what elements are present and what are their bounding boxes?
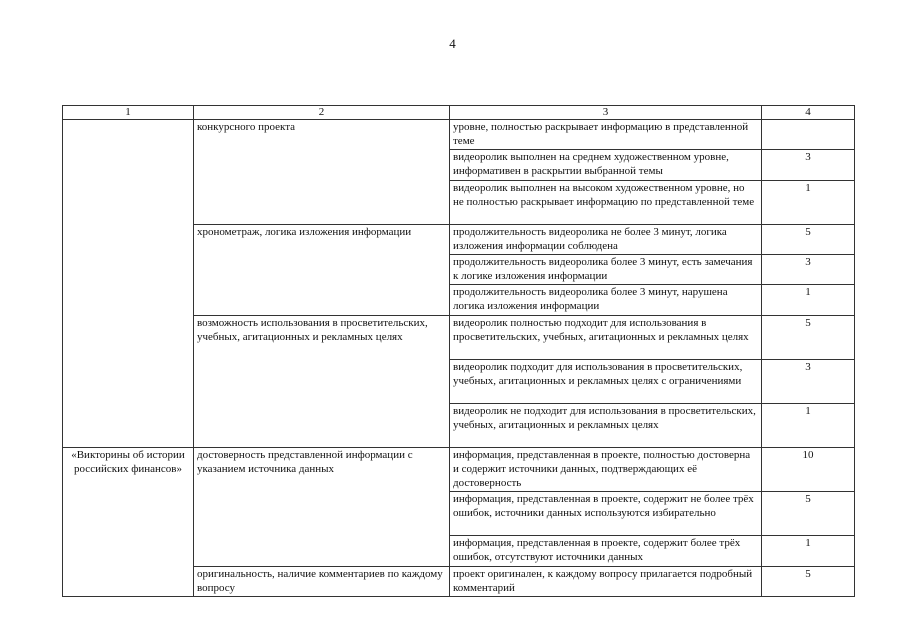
header-col-2: 2 bbox=[194, 106, 450, 120]
score-cell: 3 bbox=[762, 255, 855, 285]
description-cell: видеоролик выполнен на высоком художественном уровне, но не полностью раскрывает информацию по представленной теме bbox=[450, 181, 762, 225]
table-row bbox=[63, 448, 855, 492]
criterion-cell: достоверность представленной информации с указанием источника данных bbox=[194, 448, 450, 567]
description-cell: информация, представленная в проекте, содержит не более трёх ошибок, источники данных используются избирательно bbox=[450, 492, 762, 536]
score-cell: 3 bbox=[762, 360, 855, 404]
page-number: 4 bbox=[449, 36, 456, 51]
score-cell: 1 bbox=[762, 285, 855, 316]
header-col-3: 3 bbox=[450, 106, 762, 120]
description-cell: видеоролик выполнен на среднем художественном уровне, информативен в раскрытии выбранной темы bbox=[450, 150, 762, 181]
table-row bbox=[63, 120, 855, 150]
description-cell: продолжительность видеоролика не более 3 минут, логика изложения информации соблюдена bbox=[450, 225, 762, 255]
criterion-cell: оригинальность, наличие комментариев по каждому вопросу bbox=[194, 567, 450, 597]
category-cell bbox=[63, 120, 194, 448]
score-cell: 5 bbox=[762, 492, 855, 536]
score-cell: 10 bbox=[762, 448, 855, 492]
score-cell: 1 bbox=[762, 181, 855, 225]
description-cell: продолжительность видеоролика более 3 минут, есть замечания к логике изложения информации bbox=[450, 255, 762, 285]
criterion-cell: возможность использования в просветительских, учебных, агитационных и рекламных целях bbox=[194, 316, 450, 448]
description-cell: информация, представленная в проекте, полностью достоверна и содержит источники данных, подтверждающих её достоверность bbox=[450, 448, 762, 492]
score-cell: 5 bbox=[762, 225, 855, 255]
description-cell: видеоролик подходит для использования в просветительских, учебных, агитационных и рекламных целях с ограничениями bbox=[450, 360, 762, 404]
header-col-4: 4 bbox=[762, 106, 855, 120]
score-cell: 5 bbox=[762, 316, 855, 360]
criterion-cell: хронометраж, логика изложения информации bbox=[194, 225, 450, 316]
criteria-table bbox=[62, 105, 855, 597]
description-cell: продолжительность видеоролика более 3 минут, нарушена логика изложения информации bbox=[450, 285, 762, 316]
score-cell: 1 bbox=[762, 404, 855, 448]
category-cell: «Викторины об истории российских финансов» bbox=[63, 448, 194, 597]
description-cell: уровне, полностью раскрывает информацию в представленной теме bbox=[450, 120, 762, 150]
score-cell bbox=[762, 120, 855, 150]
header-row bbox=[63, 106, 855, 120]
description-cell: видеоролик не подходит для использования в просветительских, учебных, агитационных и рекламных целях bbox=[450, 404, 762, 448]
score-cell: 1 bbox=[762, 536, 855, 567]
description-cell: проект оригинален, к каждому вопросу прилагается подробный комментарий bbox=[450, 567, 762, 597]
header-col-1: 1 bbox=[63, 106, 194, 120]
criterion-cell: конкурсного проекта bbox=[194, 120, 450, 225]
description-cell: информация, представленная в проекте, содержит более трёх ошибок, отсутствуют источники данных bbox=[450, 536, 762, 567]
score-cell: 3 bbox=[762, 150, 855, 181]
description-cell: видеоролик полностью подходит для использования в просветительских, учебных, агитационных и рекламных целях bbox=[450, 316, 762, 360]
score-cell: 5 bbox=[762, 567, 855, 597]
